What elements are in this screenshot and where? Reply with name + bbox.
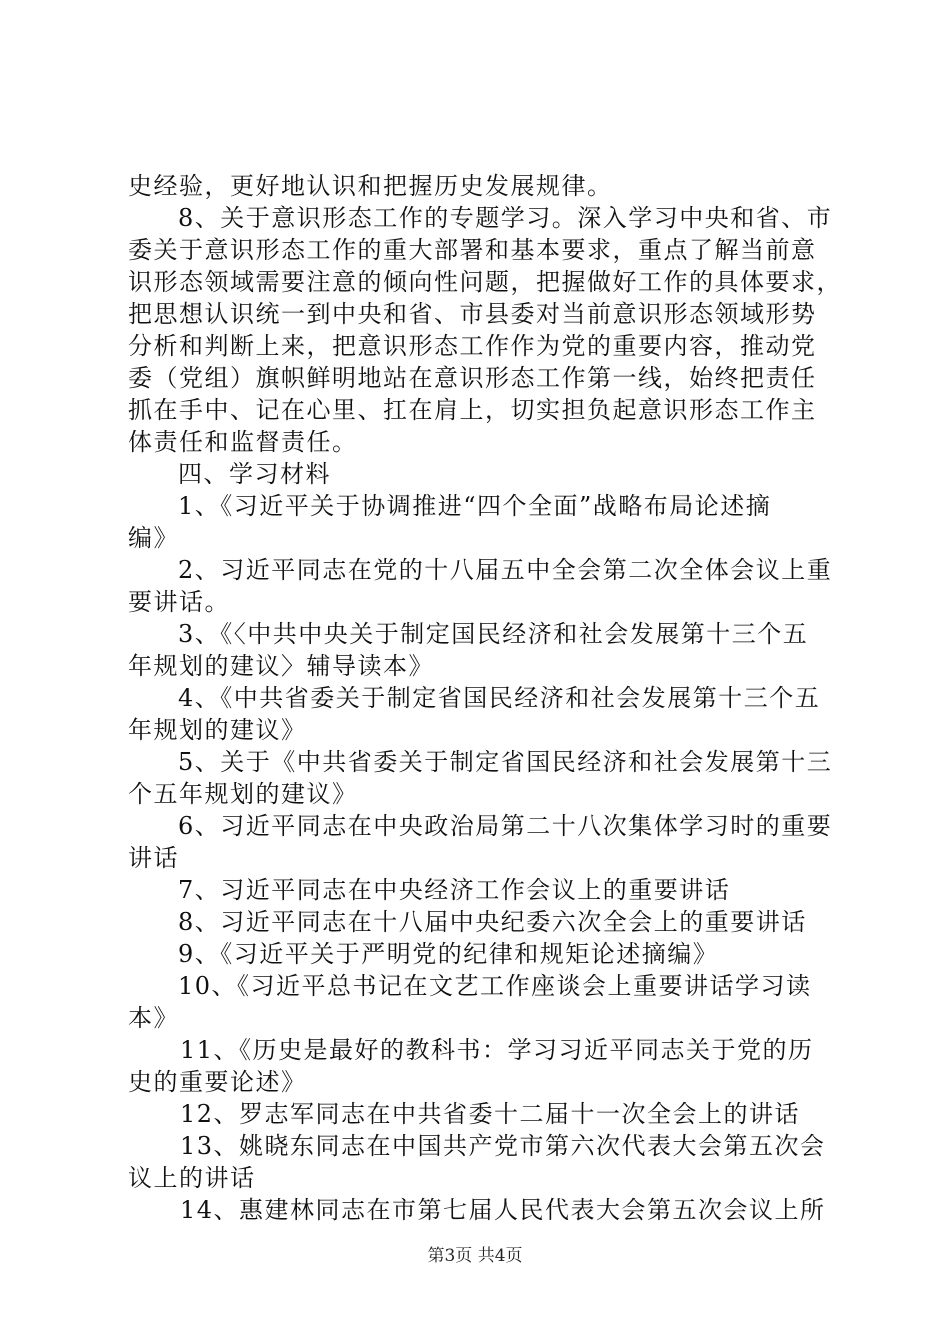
list-item: 11、《历史是最好的教科书：学习习近平同志关于党的历 bbox=[180, 1036, 814, 1064]
text-line: 识形态领域需要注意的倾向性问题，把握做好工作的具体要求， bbox=[128, 268, 842, 296]
list-item-continuation: 编》 bbox=[128, 524, 179, 552]
list-item-continuation: 讲话 bbox=[128, 844, 179, 872]
list-item-continuation: 要讲话。 bbox=[128, 588, 230, 616]
list-item: 7、习近平同志在中央经济工作会议上的重要讲话 bbox=[178, 876, 731, 904]
list-item-continuation: 本》 bbox=[128, 1004, 179, 1032]
list-item: 6、习近平同志在中央政治局第二十八次集体学习时的重要 bbox=[178, 812, 833, 840]
list-item: 2、习近平同志在党的十八届五中全会第二次全体会议上重 bbox=[178, 556, 833, 584]
text-line: 史经验，更好地认识和把握历史发展规律。 bbox=[128, 172, 613, 200]
list-item: 8、习近平同志在十八届中央纪委六次全会上的重要讲话 bbox=[178, 908, 807, 936]
list-item-continuation: 议上的讲话 bbox=[128, 1164, 256, 1192]
list-item-continuation: 个五年规划的建议》 bbox=[128, 780, 358, 808]
text-line: 抓在手中、记在心里、扛在肩上，切实担负起意识形态工作主 bbox=[128, 396, 817, 424]
text-line: 分析和判断上来，把意识形态工作作为党的重要内容，推动党 bbox=[128, 332, 817, 360]
list-item-continuation: 年规划的建议》 bbox=[128, 716, 307, 744]
list-item: 9、《习近平关于严明党的纪律和规矩论述摘编》 bbox=[178, 940, 719, 968]
list-item-continuation: 年规划的建议〉辅导读本》 bbox=[128, 652, 434, 680]
document-body bbox=[128, 170, 842, 1226]
text-line: 委关于意识形态工作的重大部署和基本要求，重点了解当前意 bbox=[128, 236, 817, 264]
list-item: 14、惠建林同志在市第七届人民代表大会第五次会议上所 bbox=[180, 1196, 826, 1224]
list-item: 10、《习近平总书记在文艺工作座谈会上重要讲话学习读 bbox=[178, 972, 812, 1000]
text-line: 8、关于意识形态工作的专题学习。深入学习中央和省、市 bbox=[178, 204, 833, 232]
page-number-footer: 第3页 共4页 bbox=[427, 1246, 523, 1266]
list-item: 12、罗志军同志在中共省委十二届十一次全会上的讲话 bbox=[180, 1100, 801, 1128]
list-item-continuation: 史的重要论述》 bbox=[128, 1068, 307, 1096]
list-item: 4、《中共省委关于制定省国民经济和社会发展第十三个五 bbox=[178, 684, 821, 712]
text-line: 把思想认识统一到中央和省、市县委对当前意识形态领域形势 bbox=[128, 300, 817, 328]
list-item: 3、《〈中共中央关于制定国民经济和社会发展第十三个五 bbox=[178, 620, 809, 648]
list-item: 1、《习近平关于协调推进“四个全面”战略布局论述摘 bbox=[178, 492, 772, 520]
list-item: 5、关于《中共省委关于制定省国民经济和社会发展第十三 bbox=[178, 748, 833, 776]
text-line: 体责任和监督责任。 bbox=[128, 428, 358, 456]
section-heading: 四、学习材料 bbox=[178, 460, 331, 488]
text-line: 委（党组）旗帜鲜明地站在意识形态工作第一线，始终把责任 bbox=[128, 364, 817, 392]
list-item: 13、姚晓东同志在中国共产党市第六次代表大会第五次会 bbox=[180, 1132, 826, 1160]
